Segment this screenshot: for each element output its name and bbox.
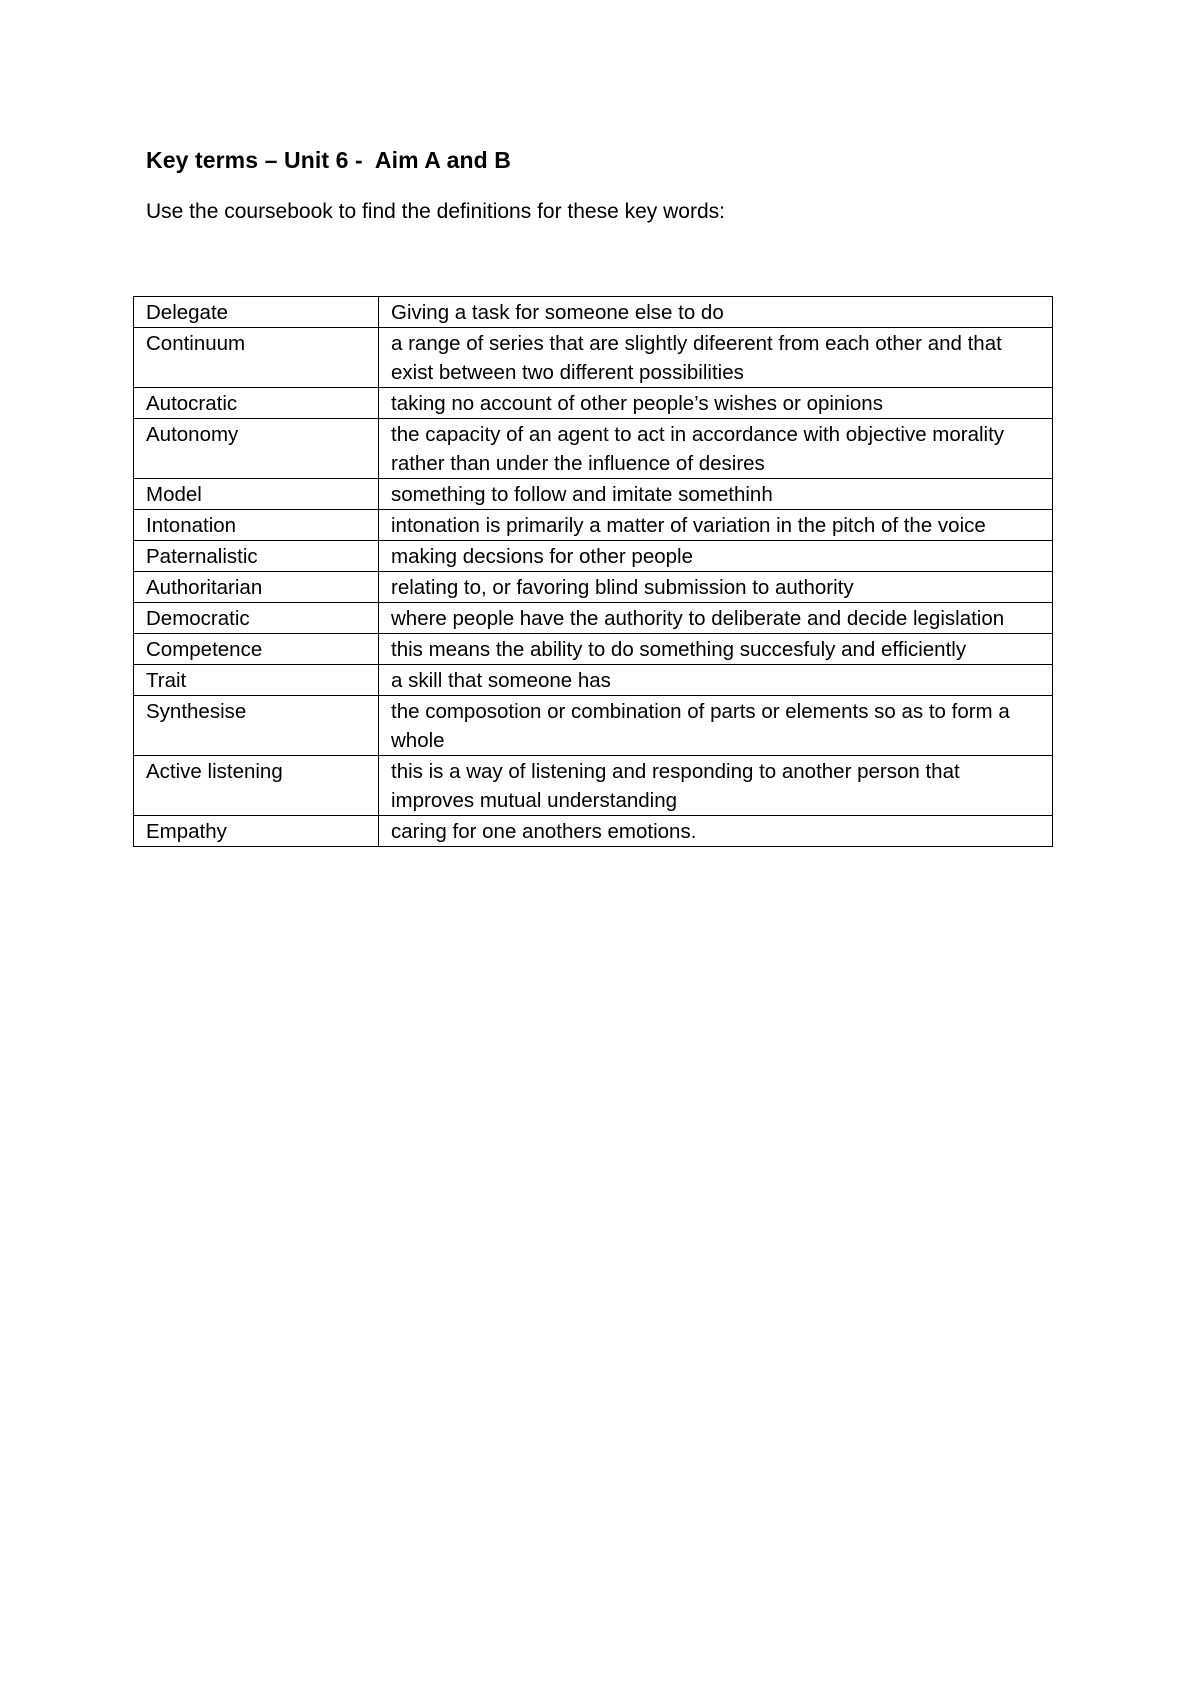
definition-cell: the capacity of an agent to act in accordance with objective morality rather than under the influence of desires	[379, 419, 1053, 479]
term-cell: Competence	[134, 634, 379, 665]
term-cell: Model	[134, 479, 379, 510]
term-cell: Democratic	[134, 603, 379, 634]
term-cell: Synthesise	[134, 696, 379, 756]
definition-cell: where people have the authority to deliberate and decide legislation	[379, 603, 1053, 634]
term-cell: Autonomy	[134, 419, 379, 479]
term-cell: Trait	[134, 665, 379, 696]
table-row	[134, 816, 1053, 847]
definition-cell: a range of series that are slightly difeerent from each other and that exist between two different possibilities	[379, 328, 1053, 388]
table-row	[134, 541, 1053, 572]
term-cell: Continuum	[134, 328, 379, 388]
table-row	[134, 696, 1053, 756]
table-row	[134, 603, 1053, 634]
definition-cell: making decsions for other people	[379, 541, 1053, 572]
definition-cell: the composotion or combination of parts or elements so as to form a whole	[379, 696, 1053, 756]
term-cell: Delegate	[134, 297, 379, 328]
key-terms-table	[133, 296, 1053, 847]
term-cell: Active listening	[134, 756, 379, 816]
term-cell: Authoritarian	[134, 572, 379, 603]
table-row	[134, 756, 1053, 816]
definition-cell: Giving a task for someone else to do	[379, 297, 1053, 328]
definition-cell: intonation is primarily a matter of variation in the pitch of the voice	[379, 510, 1053, 541]
definition-cell: a skill that someone has	[379, 665, 1053, 696]
term-cell: Paternalistic	[134, 541, 379, 572]
definition-cell: this means the ability to do something succesfuly and efficiently	[379, 634, 1053, 665]
definition-cell: caring for one anothers emotions.	[379, 816, 1053, 847]
table-row	[134, 665, 1053, 696]
table-row	[134, 328, 1053, 388]
instructions-text: Use the coursebook to find the definitions for these key words:	[146, 200, 725, 223]
definition-cell: this is a way of listening and responding to another person that improves mutual understanding	[379, 756, 1053, 816]
table-row	[134, 388, 1053, 419]
term-cell: Intonation	[134, 510, 379, 541]
table-row	[134, 572, 1053, 603]
definition-cell: relating to, or favoring blind submission to authority	[379, 572, 1053, 603]
table-row	[134, 297, 1053, 328]
definition-cell: taking no account of other people’s wishes or opinions	[379, 388, 1053, 419]
term-cell: Autocratic	[134, 388, 379, 419]
table-row	[134, 634, 1053, 665]
page-title: Key terms – Unit 6 - Aim A and B	[146, 147, 511, 173]
table-row	[134, 510, 1053, 541]
table-row	[134, 479, 1053, 510]
term-cell: Empathy	[134, 816, 379, 847]
definition-cell: something to follow and imitate somethinh	[379, 479, 1053, 510]
table-row	[134, 419, 1053, 479]
